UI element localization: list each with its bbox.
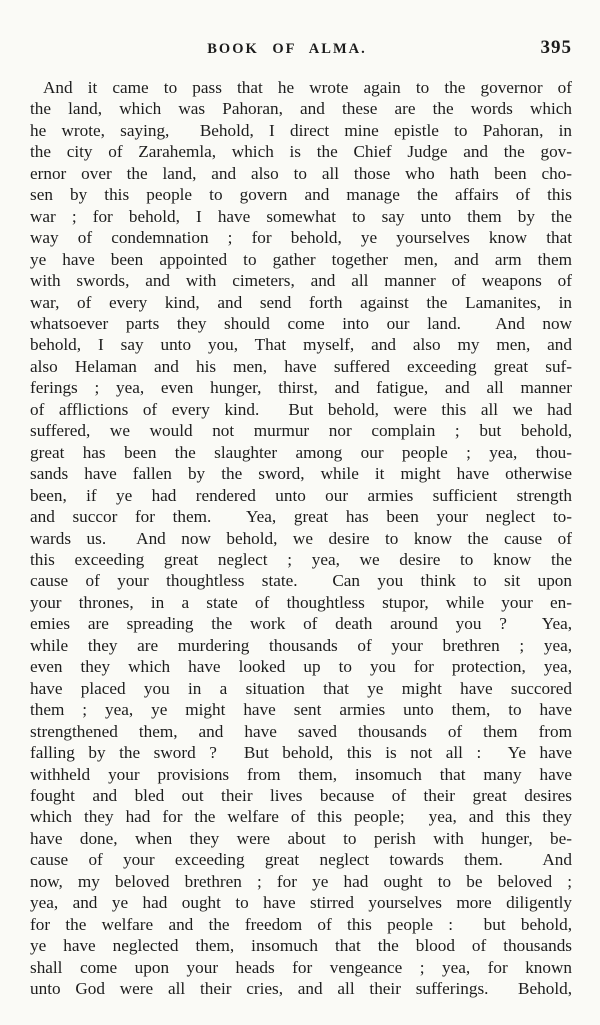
text-line: emies are spreading the work of death around you ? Yea, [30, 614, 572, 634]
text-line: sen by this people to govern and manage the affairs of this [30, 185, 572, 205]
text-line: now, my beloved brethren ; for ye had ought to be beloved ; [30, 871, 572, 891]
text-line: suffered, we would not murmur nor complain ; but behold, [30, 421, 572, 441]
text-line: and succor for them. Yea, great has been your neglect to- [30, 507, 572, 527]
text-line: have done, when they were about to perish with hunger, be- [30, 828, 572, 848]
text-line: them ; yea, ye might have sent armies unto them, to have [30, 700, 572, 720]
text-line: the land, which was Pahoran, and these are the words which [30, 99, 572, 119]
text-line: cause of your exceeding great neglect towards them. And [30, 850, 572, 870]
text-line: And it came to pass that he wrote again to the governor of [43, 78, 572, 97]
text-line: falling by the sword ? But behold, this is not all : Ye have [30, 743, 572, 763]
text-line: your thrones, in a state of thoughtless stupor, while your en- [30, 592, 572, 612]
page-header [30, 37, 572, 65]
text-line: great has been the slaughter among our people ; yea, thou- [30, 442, 572, 462]
text-line: ernor over the land, and also to all those who hath been cho- [30, 163, 572, 183]
text-line: whatsoever parts they should come into our land. And now [30, 313, 572, 333]
text-line: the city of Zarahemla, which is the Chief Judge and the gov- [30, 142, 572, 162]
text-line: he wrote, saying, Behold, I direct mine epistle to Pahoran, in [30, 120, 572, 140]
text-line: this exceeding great neglect ; yea, we desire to know the [30, 549, 572, 569]
text-line: cause of your thoughtless state. Can you think to sit upon [30, 571, 572, 591]
text-line: wards us. And now behold, we desire to know the cause of [30, 528, 572, 548]
text-line: sands have fallen by the sword, while it might have otherwise [30, 464, 572, 484]
text-line: ye have been appointed to gather together men, and arm them [30, 249, 572, 269]
text-line: even they which have looked up to you for protection, yea, [30, 657, 572, 677]
text-line: strengthened them, and have saved thousands of them from [30, 721, 572, 741]
text-line: unto God were all their cries, and all their sufferings. Behold, [30, 979, 572, 999]
text-line: way of condemnation ; for behold, ye yourselves know that [30, 228, 572, 248]
text-line: yea, and ye had ought to have stirred yourselves more diligently [30, 893, 572, 913]
running-title: BOOK OF ALMA. [207, 41, 367, 57]
text-line: have placed you in a situation that ye might have succored [30, 678, 572, 698]
text-line: ye have neglected them, insomuch that the blood of thousands [30, 936, 572, 956]
text-line: for the welfare and the freedom of this people : but behold, [30, 914, 572, 934]
text-line: also Helaman and his men, have suffered exceeding great suf- [30, 356, 572, 376]
body-text [30, 77, 572, 999]
text-line: withheld your provisions from them, insomuch that many have [30, 764, 572, 784]
text-line: fought and bled out their lives because of their great desires [30, 785, 572, 805]
text-line: behold, I say unto you, That myself, and also my men, and [30, 335, 572, 355]
text-line: war, of every kind, and send forth against the Lamanites, in [30, 292, 572, 312]
text-line: with swords, and with cimeters, and all manner of weapons of [30, 271, 572, 291]
text-line: ferings ; yea, even hunger, thirst, and fatigue, and all manner [30, 378, 572, 398]
text-line: of afflictions of every kind. But behold, were this all we had [30, 399, 572, 419]
text-line: war ; for behold, I have somewhat to say unto them by the [30, 206, 572, 226]
text-line: which they had for the welfare of this people; yea, and this they [30, 807, 572, 827]
text-line: been, if ye had rendered unto our armies sufficient strength [30, 485, 572, 505]
text-line: while they are murdering thousands of your brethren ; yea, [30, 635, 572, 655]
text-line: shall come upon your heads for vengeance ; yea, for known [30, 957, 572, 977]
page-number: 395 [540, 37, 572, 58]
